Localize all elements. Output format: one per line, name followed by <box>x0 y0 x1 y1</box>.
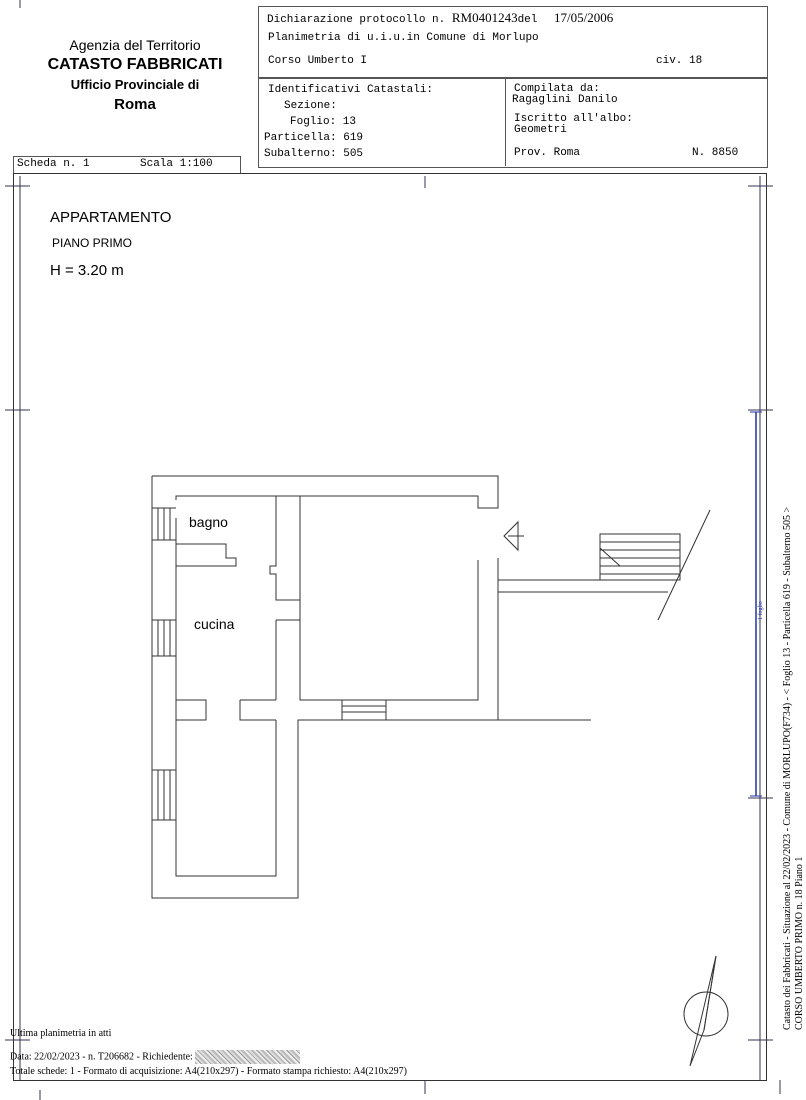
windows <box>152 508 176 820</box>
entrance-arrow <box>504 522 524 550</box>
side-annotation <box>782 507 806 1030</box>
civic-number: civ. 18 <box>656 55 703 67</box>
protocol-number: RM0401243 <box>451 10 518 25</box>
room-label-bagno: bagno <box>189 514 228 530</box>
side-annotation-line1: Catasto dei Fabbricati - Situazione al 22/02/2023 - Comune di MORLUPO(F734) - < Foglio 13 - Particella 619 - Subalterno 505 > <box>782 506 793 1030</box>
room-label-cucina: cucina <box>194 616 235 632</box>
plan-height: H = 3.20 m <box>50 262 124 279</box>
address: Corso Umberto I <box>268 55 368 67</box>
compilata-label: Compilata da: <box>514 83 600 95</box>
footer-data <box>10 1050 300 1064</box>
foglio: Foglio: 13 <box>290 116 357 128</box>
plan-floor: PIANO PRIMO <box>52 236 133 250</box>
registry-name: CATASTO FABBRICATI <box>47 56 223 73</box>
planimetria-line: Planimetria di u.i.u.in Comune di Morlupo <box>268 32 539 44</box>
particella: Particella: 619 <box>264 132 364 144</box>
north-arrow <box>684 956 728 1066</box>
footer-ultima: Ultima planimetria in atti <box>10 1028 112 1039</box>
compilata-name: Ragaglini Danilo <box>512 94 618 106</box>
balcony-stairs <box>498 510 710 620</box>
side-annotation-line2: CORSO UMBERTO PRIMO n. 18 Piano 1 <box>794 856 805 1030</box>
footer-data-text: Data: 22/02/2023 - n. T206682 - Richiedente: <box>10 1051 193 1063</box>
outer-walls <box>152 476 591 898</box>
subalterno: Subalterno: 505 <box>264 148 364 160</box>
agency-name: Agenzia del Territorio <box>69 37 201 53</box>
ident-title: Identificativi Catastali: <box>268 84 434 96</box>
protocol-line: Dichiarazione protocollo n. RM0401243del 17/05/2006 <box>267 10 614 26</box>
iscritto-label: Iscritto all'albo: <box>514 113 633 125</box>
register-number: N. 8850 <box>692 147 739 159</box>
office-city: Roma <box>114 96 156 113</box>
office-name: Ufficio Provinciale di <box>70 77 200 92</box>
stamp-label: 1 foglio <box>758 601 764 620</box>
scheda-number: Scheda n. 1 <box>17 158 90 170</box>
province: Prov. Roma <box>514 147 581 159</box>
redacted-requester <box>195 1050 300 1064</box>
scale: Scala 1:100 <box>140 158 213 170</box>
footer-totale: Totale schede: 1 - Formato di acquisizione: A4(210x297) - Formato stampa richiesto: A4(210x297) <box>10 1066 407 1077</box>
plan-title: APPARTAMENTO <box>50 209 172 226</box>
protocol-date: 17/05/2006 <box>554 10 614 25</box>
iscritto-value: Geometri <box>514 124 567 136</box>
sezione: Sezione: <box>284 100 337 112</box>
